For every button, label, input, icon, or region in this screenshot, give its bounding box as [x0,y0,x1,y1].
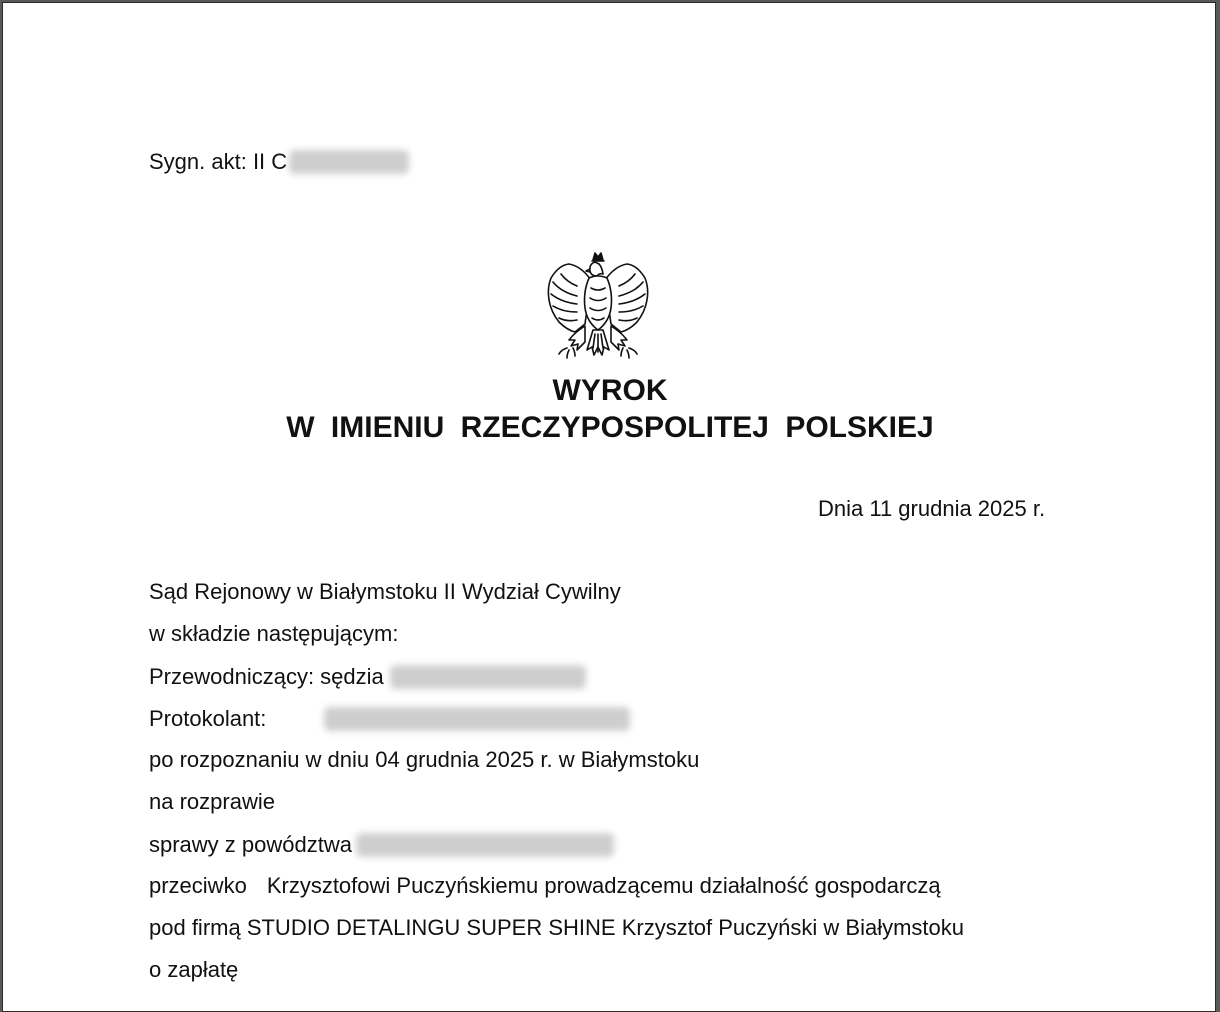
defendant-line [149,875,941,897]
clerk-line [149,707,630,731]
case-signature [149,150,409,174]
session-line: na rozprawie [149,789,275,814]
redacted-clerk-name [324,707,630,731]
firm-line: pod firmą STUDIO DETALINGU SUPER SHINE Krzysztof Puczyński w Białymstoku [149,915,964,940]
hearing-line: po rozpoznaniu w dniu 04 grudnia 2025 r. w Białymstoku [149,747,700,772]
composition-line: w składzie następującym: [149,621,399,646]
document-title: WYROK [552,374,668,407]
presiding-judge-line [149,665,586,689]
document-subtitle: W IMIENIU RZECZYPOSPOLITEJ POLSKIEJ [286,411,934,444]
against-label: przeciwko [149,873,247,898]
polish-eagle-emblem-icon [543,248,653,366]
court-name: Sąd Rejonowy w Białymstoku II Wydział Cywilny [149,579,621,604]
redacted-plaintiff-name [356,833,614,857]
plaintiff-line [149,833,614,857]
redacted-case-number [289,150,409,174]
case-signature-label: Sygn. akt: II C [149,149,288,174]
judgment-date: Dnia 11 grudnia 2025 r. [818,496,1046,521]
redacted-judge-name [390,665,586,689]
presiding-judge-label: Przewodniczący: sędzia [149,664,384,689]
defendant-name: Krzysztofowi Puczyńskiemu prowadzącemu działalność gospodarczą [266,873,941,898]
document-page [2,2,1216,1012]
clerk-label: Protokolant: [149,706,267,731]
plaintiff-label: sprawy z powództwa [149,832,352,857]
subject-line: o zapłatę [149,957,239,982]
